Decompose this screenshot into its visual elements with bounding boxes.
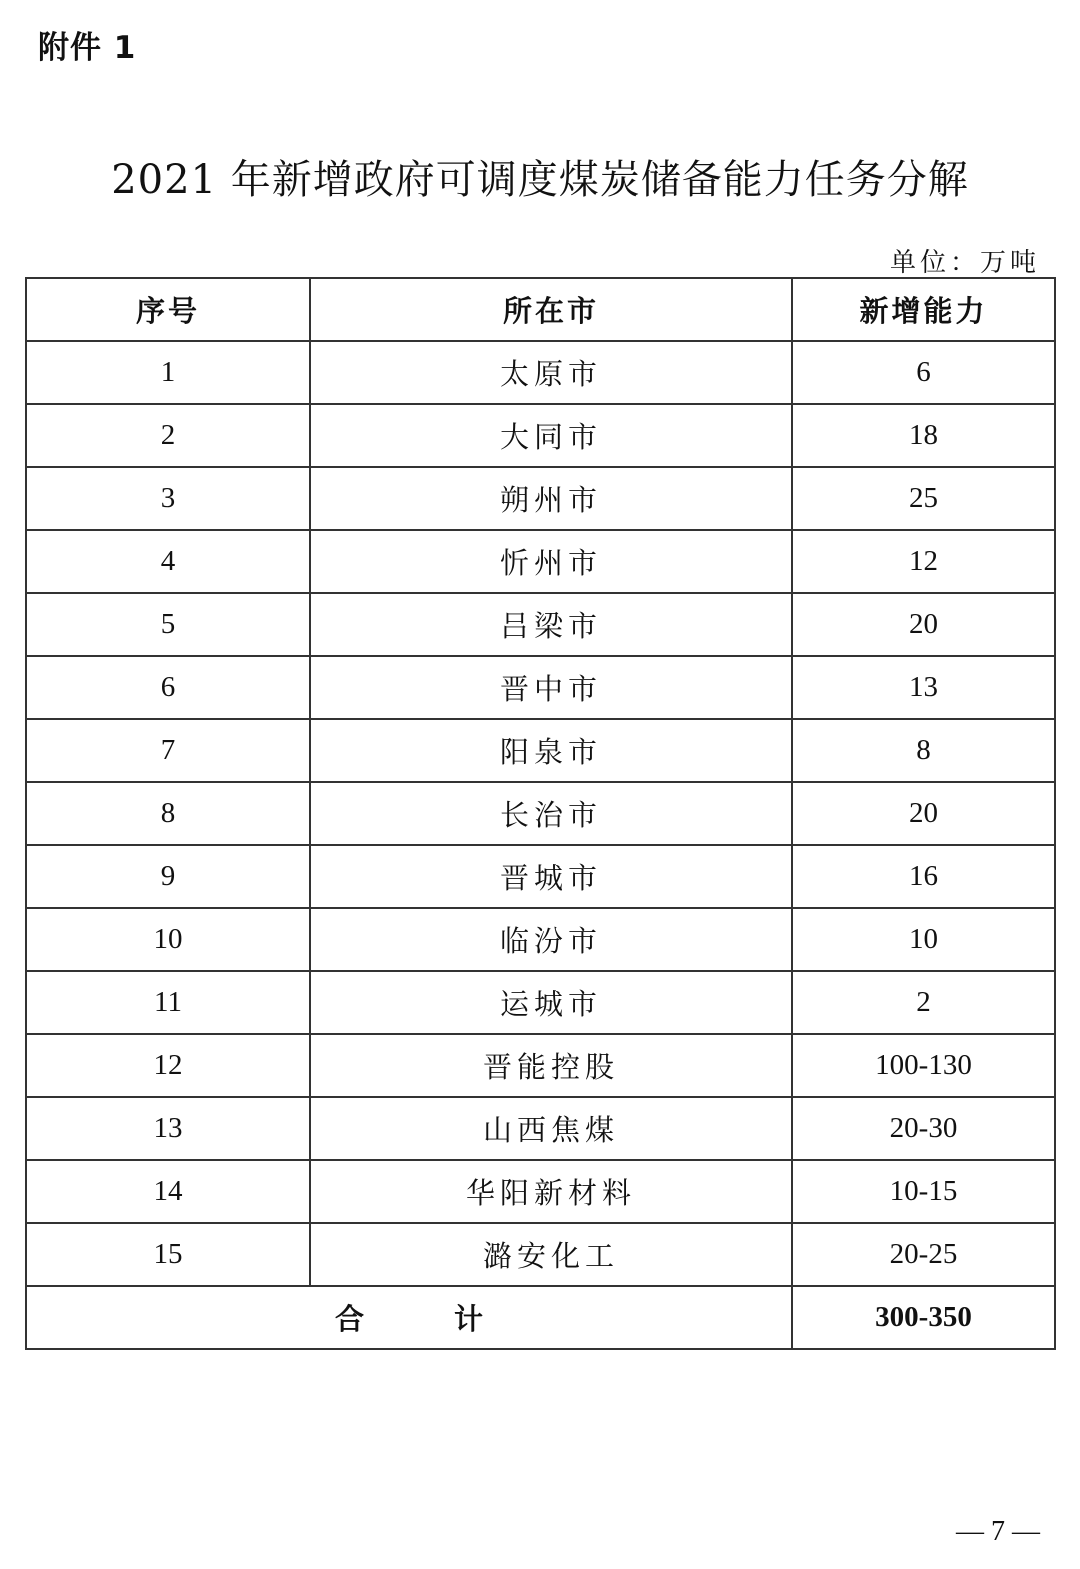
cell-serial-number: 4: [26, 530, 310, 593]
table-header-row: [26, 278, 1055, 341]
table-body: [26, 341, 1055, 1286]
cell-new-capacity: 16: [792, 845, 1055, 908]
cell-city: 大同市: [310, 404, 792, 467]
cell-serial-number: 2: [26, 404, 310, 467]
cell-new-capacity: 8: [792, 719, 1055, 782]
cell-serial-number: 13: [26, 1097, 310, 1160]
table-row: [26, 467, 1055, 530]
cell-city: 长治市: [310, 782, 792, 845]
cell-city: 临汾市: [310, 908, 792, 971]
total-label: 合 计: [26, 1286, 792, 1349]
cell-new-capacity: 12: [792, 530, 1055, 593]
cell-new-capacity: 13: [792, 656, 1055, 719]
cell-serial-number: 12: [26, 1034, 310, 1097]
cell-city: 山西焦煤: [310, 1097, 792, 1160]
cell-serial-number: 6: [26, 656, 310, 719]
cell-city: 晋城市: [310, 845, 792, 908]
header-serial-number: 序号: [26, 278, 310, 341]
cell-city: 运城市: [310, 971, 792, 1034]
cell-city: 潞安化工: [310, 1223, 792, 1286]
cell-new-capacity: 6: [792, 341, 1055, 404]
cell-new-capacity: 20: [792, 593, 1055, 656]
cell-new-capacity: 20: [792, 782, 1055, 845]
cell-new-capacity: 25: [792, 467, 1055, 530]
page-number: — 7 —: [956, 1516, 1040, 1547]
table-row: [26, 782, 1055, 845]
cell-new-capacity: 18: [792, 404, 1055, 467]
total-value: 300-350: [792, 1286, 1055, 1349]
table-row: [26, 971, 1055, 1034]
table-row: [26, 593, 1055, 656]
cell-new-capacity: 10: [792, 908, 1055, 971]
cell-serial-number: 9: [26, 845, 310, 908]
cell-serial-number: 11: [26, 971, 310, 1034]
cell-new-capacity: 20-30: [792, 1097, 1055, 1160]
header-new-capacity: 新增能力: [792, 278, 1055, 341]
cell-city: 吕梁市: [310, 593, 792, 656]
cell-serial-number: 15: [26, 1223, 310, 1286]
cell-city: 朔州市: [310, 467, 792, 530]
cell-city: 阳泉市: [310, 719, 792, 782]
cell-city: 晋能控股: [310, 1034, 792, 1097]
cell-new-capacity: 2: [792, 971, 1055, 1034]
cell-new-capacity: 100-130: [792, 1034, 1055, 1097]
cell-serial-number: 8: [26, 782, 310, 845]
table-row: [26, 845, 1055, 908]
table-row: [26, 908, 1055, 971]
table-row: [26, 656, 1055, 719]
table-row: [26, 341, 1055, 404]
cell-city: 晋中市: [310, 656, 792, 719]
table-row: [26, 1097, 1055, 1160]
cell-serial-number: 3: [26, 467, 310, 530]
cell-serial-number: 7: [26, 719, 310, 782]
document-title: 2021 年新增政府可调度煤炭储备能力任务分解: [111, 157, 969, 203]
cell-serial-number: 5: [26, 593, 310, 656]
cell-city: 华阳新材料: [310, 1160, 792, 1223]
capacity-table: [25, 277, 1056, 1350]
table-row: [26, 1160, 1055, 1223]
unit-label: 单位：万吨: [889, 248, 1040, 278]
table-row: [26, 404, 1055, 467]
cell-serial-number: 14: [26, 1160, 310, 1223]
cell-serial-number: 10: [26, 908, 310, 971]
header-city: 所在市: [310, 278, 792, 341]
attachment-label: 附件 1: [38, 30, 137, 66]
table-row: [26, 719, 1055, 782]
table-row: [26, 1223, 1055, 1286]
table-row: [26, 1034, 1055, 1097]
cell-new-capacity: 20-25: [792, 1223, 1055, 1286]
total-row: [26, 1286, 1055, 1349]
cell-city: 太原市: [310, 341, 792, 404]
cell-city: 忻州市: [310, 530, 792, 593]
table-row: [26, 530, 1055, 593]
cell-new-capacity: 10-15: [792, 1160, 1055, 1223]
cell-serial-number: 1: [26, 341, 310, 404]
